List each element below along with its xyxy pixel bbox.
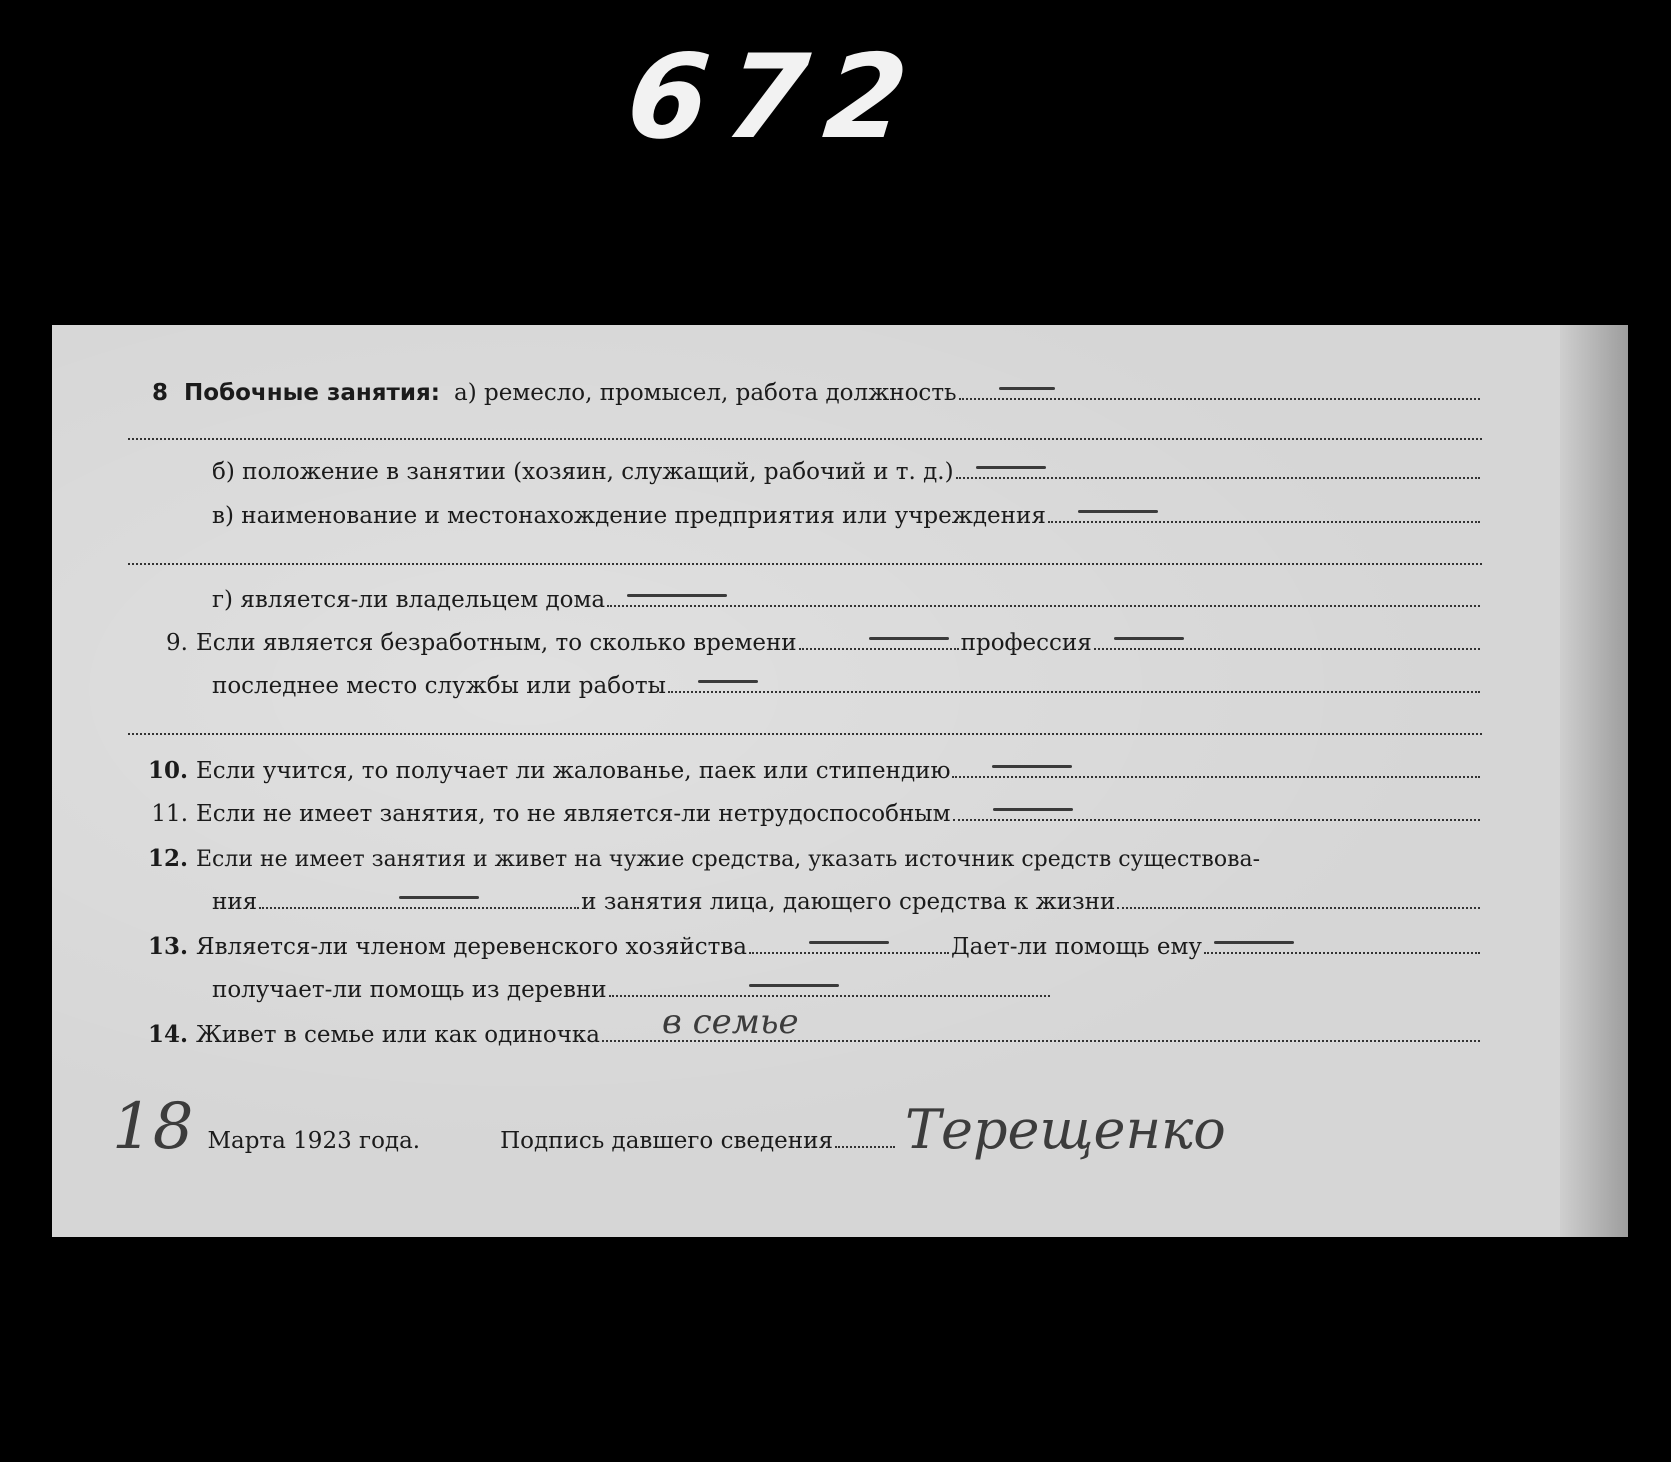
question-10-answer-line <box>952 776 1480 778</box>
question-8-label: Побочные занятия: <box>184 380 440 406</box>
blank-line <box>128 438 1482 440</box>
answer-dash <box>809 941 889 944</box>
question-12-person-answer-line <box>1117 907 1480 909</box>
question-12-text: Если не имеет занятия и живет на чужие средства, указать источник средств существова- <box>196 847 1261 872</box>
question-8-v-text: в) наименование и местонахождение предприятия или учреждения <box>212 503 1046 529</box>
question-8-b-text: б) положение в занятии (хозяин, служащий, рабочий и т. д.) <box>212 459 954 485</box>
signature-line <box>835 1146 895 1148</box>
footer-day-handwritten: 18 <box>112 1090 194 1164</box>
answer-dash <box>627 594 727 597</box>
question-8-a-text: а) ремесло, промысел, работа должность <box>453 380 957 406</box>
question-8-b-row <box>212 459 1482 485</box>
question-10-text: Если учится, то получает ли жалованье, паек или стипендию <box>196 758 951 784</box>
question-8-v-answer-line <box>1048 521 1480 523</box>
question-13-text: Является-ли членом деревенского хозяйства <box>196 934 747 960</box>
answer-dash <box>698 680 758 683</box>
question-11-text: Если не имеет занятия, то не является-ли нетрудоспособным <box>196 801 951 827</box>
question-14-row <box>128 1002 1482 1048</box>
question-8-g-row <box>212 587 1482 613</box>
question-9-last-place-text: последнее место службы или работы <box>212 673 666 699</box>
question-12-row <box>128 845 1482 872</box>
census-form-card <box>52 325 1628 1237</box>
question-14-handwritten-answer: в семье <box>662 1002 799 1042</box>
question-12-number: 12. <box>147 845 188 872</box>
question-11-answer-line <box>953 819 1481 821</box>
answer-dash <box>976 466 1046 469</box>
question-12-cont-b: и занятия лица, дающего средства к жизни <box>581 889 1116 915</box>
question-9-text: Если является безработным, то сколько времени <box>196 630 797 656</box>
question-9-last-place-answer-line <box>668 691 1480 693</box>
question-8-number: 8 <box>152 380 169 406</box>
question-13-help-gets-row <box>212 977 1052 1003</box>
question-8-g-text: г) является-ли владельцем дома <box>212 587 606 613</box>
question-10-number: 10. <box>147 757 188 784</box>
footer-signature-label: Подпись давшего сведения <box>500 1128 833 1154</box>
answer-dash <box>869 637 949 640</box>
question-12-continuation-row <box>212 889 1482 915</box>
question-8-b-answer-line <box>956 477 1480 479</box>
question-12-source-answer-line <box>259 907 579 909</box>
question-9-profession-answer-line <box>1094 648 1480 650</box>
question-9-row <box>148 630 1482 656</box>
answer-dash <box>993 808 1073 811</box>
question-9-number: 9. <box>166 630 188 656</box>
question-13-member-answer-line <box>749 952 949 954</box>
answer-dash <box>1114 637 1184 640</box>
question-9-time-answer-line <box>799 648 959 650</box>
question-13-help-gives-label: Дает-ли помощь ему <box>950 934 1202 960</box>
footer-date-text: Марта 1923 года. <box>207 1128 421 1154</box>
question-11-row <box>128 801 1482 827</box>
archive-number: 672 <box>620 30 932 165</box>
question-13-row <box>128 933 1482 960</box>
answer-dash <box>1214 941 1294 944</box>
question-14-answer-line <box>602 1002 1480 1042</box>
answer-dash <box>992 765 1072 768</box>
answer-dash <box>1078 510 1158 513</box>
question-9-profession-label: профессия <box>960 630 1092 656</box>
question-8-g-answer-line <box>607 605 1480 607</box>
question-13-number: 13. <box>147 933 188 960</box>
question-9-last-place-row <box>212 673 1482 699</box>
blank-line <box>128 733 1482 735</box>
answer-dash <box>999 387 1055 390</box>
question-10-row <box>128 757 1482 784</box>
footer-row <box>112 1090 1562 1164</box>
question-11-number: 11. <box>151 801 188 827</box>
question-8-a-row <box>152 380 1482 406</box>
card-edge-shadow <box>1560 325 1628 1237</box>
question-13-help-gets-label: получает-ли помощь из деревни <box>212 977 607 1003</box>
question-12-cont-a: ния <box>212 889 258 915</box>
question-13-help-gets-answer-line <box>609 995 1050 997</box>
blank-line <box>128 563 1482 565</box>
answer-dash <box>749 984 839 987</box>
question-8-v-row <box>212 503 1482 529</box>
footer-signature-handwritten: Терещенко <box>904 1098 1226 1161</box>
question-13-help-gives-answer-line <box>1204 952 1480 954</box>
question-14-number: 14. <box>147 1021 188 1048</box>
question-8-a-answer-line <box>959 398 1480 400</box>
question-14-text: Живет в семье или как одиночка <box>196 1022 601 1048</box>
answer-dash <box>399 896 479 899</box>
